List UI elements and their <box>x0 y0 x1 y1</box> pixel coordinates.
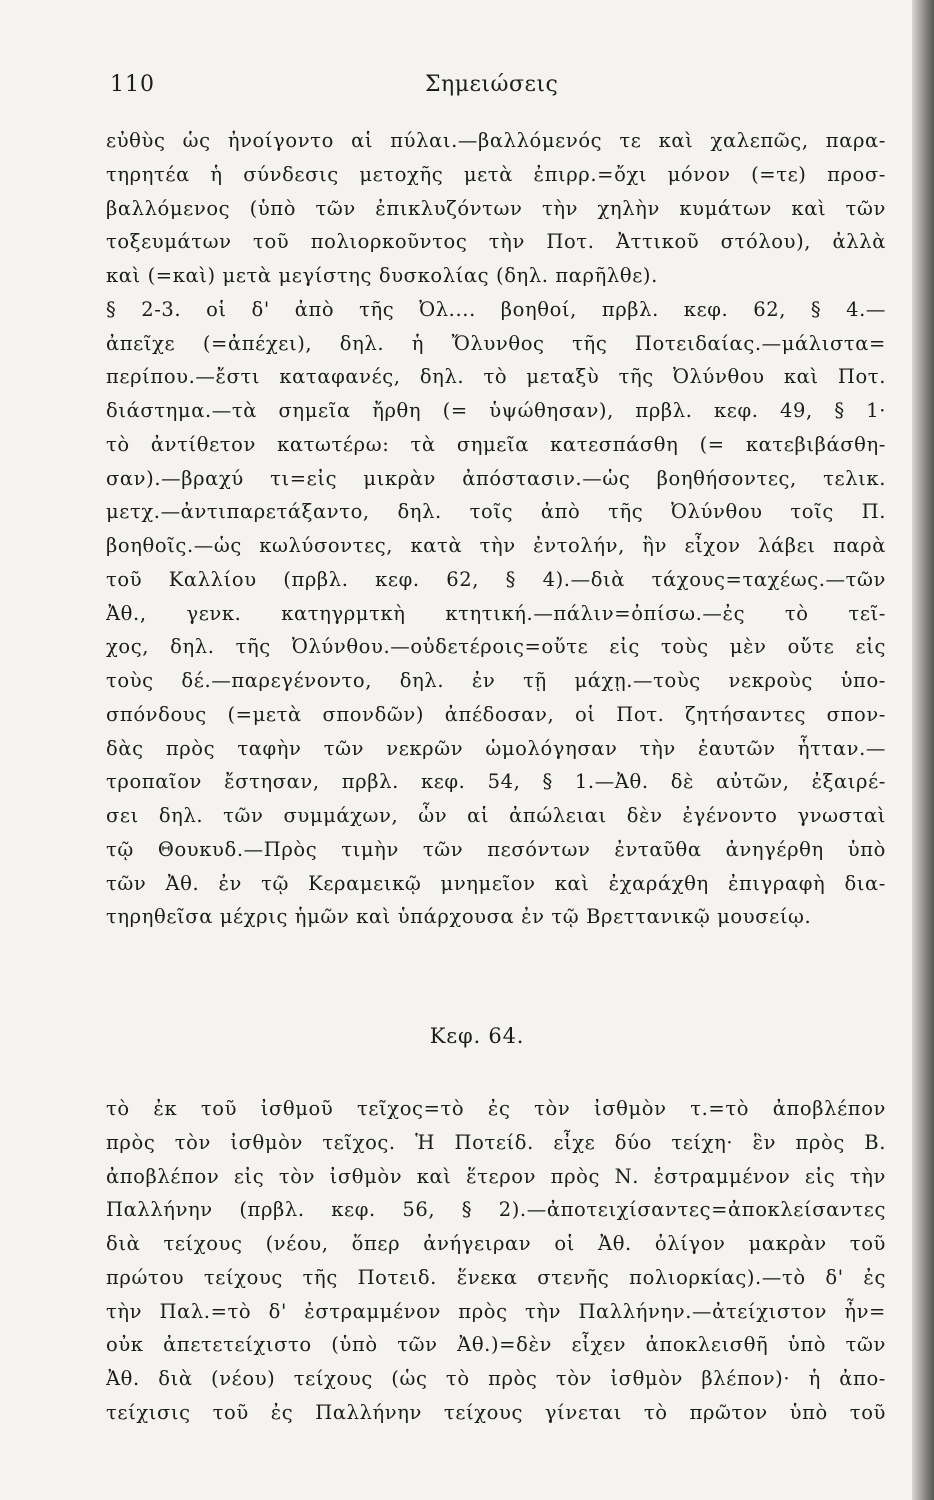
text-line: πρώτου τείχους τῆς Ποτειδ. ἕνεκα στενῆς πολιορκίας).—τὸ δ' ἐς <box>106 1265 886 1289</box>
text-line: πρὸς τὸν ἰσθμὸν τεῖχος. Ἡ Ποτείδ. εἶχε δύο τείχη· ἓν πρὸς Β. <box>106 1130 886 1154</box>
text-line: τοξευμάτων τοῦ πολιορκοῦντος τὴν Ποτ. Ἀττικοῦ στόλου), ἀλλὰ <box>106 230 886 254</box>
text-line: τὸ ἐκ τοῦ ἰσθμοῦ τεῖχος=τὸ ἐς τὸν ἰσθμὸν τ.=τὸ ἀποβλέπον <box>106 1097 886 1120</box>
text-line: Ἀθ. διὰ (νέου) τείχους (ὡς τὸ πρὸς τὸν ἰσθμὸν βλέπον)· ἡ ἀπο- <box>106 1367 886 1390</box>
page-number: 110 <box>110 72 155 97</box>
commentary-section-1 <box>106 124 886 934</box>
text-line: βοηθοῖς.—ὡς κωλύσοντες, κατὰ τὴν ἐντολήν, ἣν εἶχον λάβει παρὰ <box>106 534 886 557</box>
text-line: ἀποβλέπον εἰς τὸν ἰσθμὸν καὶ ἕτερον πρὸς Ν. ἐστραμμένον εἰς τὴν <box>106 1164 886 1188</box>
text-line: σαν).—βραχύ τι=εἰς μικρὰν ἀπόστασιν.—ὡς βοηθήσοντες, τελικ. <box>106 466 886 490</box>
text-line: τοῦ Καλλίου (πρβλ. κεφ. 62, § 4).—διὰ τάχους=ταχέως.—τῶν <box>106 567 886 591</box>
text-line: περίπου.—ἔστι καταφανές, δηλ. τὸ μεταξὺ τῆς Ὀλύνθου καὶ Ποτ. <box>106 365 886 389</box>
commentary-section-2 <box>106 1092 886 1430</box>
text-line: ἀπεῖχε (=ἀπέχει), δηλ. ἡ Ὄλυνθος τῆς Ποτειδαίας.—μάλιστα= <box>106 331 886 355</box>
text-line: τοὺς δέ.—παρεγένοντο, δηλ. ἐν τῇ μάχῃ.—τοὺς νεκροὺς ὑπο- <box>106 669 886 692</box>
text-line: καὶ (=καὶ) μετὰ μεγίστης δυσκολίας (δηλ. παρῆλθε). <box>106 264 658 287</box>
text-line: τὸ ἀντίθετον κατωτέρω: τὰ σημεῖα κατεσπάσθη (= κατεβιβάσθη- <box>106 432 886 456</box>
text-line: χος, δηλ. τῆς Ὀλύνθου.—οὐδετέροις=οὔτε εἰς τοὺς μὲν οὔτε εἰς <box>106 635 886 659</box>
text-line: οὐκ ἀπετετείχιστο (ὑπὸ τῶν Ἀθ.)=δὲν εἶχεν ἀποκλεισθῆ ὑπὸ τῶν <box>106 1333 886 1357</box>
text-line: διὰ τείχους (νέου, ὅπερ ἀνήγειραν οἱ Ἀθ. ὀλίγον μακρὰν τοῦ <box>106 1232 886 1255</box>
text-line: διάστημα.—τὰ σημεῖα ἤρθη (= ὑψώθησαν), πρβλ. κεφ. 49, § 1· <box>106 399 886 422</box>
running-head: Σημειώσεις <box>425 72 559 97</box>
text-line: Ἀθ., γενκ. κατηγρμτκὴ κτητική.—πάλιν=ὀπίσω.—ἐς τὸ τεῖ- <box>106 601 886 625</box>
text-line: εὐθὺς ὡς ἠνοίγοντο αἱ πύλαι.—βαλλόμενός τε καὶ χαλεπῶς, παρα- <box>106 129 886 152</box>
text-line: τὴν Παλ.=τὸ δ' ἐστραμμένον πρὸς τὴν Παλλήνην.—ἀτείχιστον ἦν= <box>106 1299 886 1323</box>
text-line: σπόνδους (=μετὰ σπονδῶν) ἀπέδοσαν, οἱ Ποτ. ζητήσαντες σπον- <box>106 702 886 726</box>
text-line: τῶν Ἀθ. ἐν τῷ Κεραμεικῷ μνημεῖον καὶ ἐχαράχθη ἐπιγραφὴ δια- <box>106 871 886 895</box>
text-line: τηρηθεῖσα μέχρις ἡμῶν καὶ ὑπάρχουσα ἐν τῷ Βρεττανικῷ μουσείῳ. <box>106 905 812 929</box>
text-line: § 2-3. οἱ δ' ἀπὸ τῆς Ὀλ.... βοηθοί, πρβλ. κεφ. 62, § 4.— <box>106 297 886 321</box>
page-edge-shadow <box>912 0 934 1500</box>
text-line: τροπαῖον ἔστησαν, πρβλ. κεφ. 54, § 1.—Ἀθ. δὲ αὐτῶν, ἐξαιρέ- <box>106 770 886 794</box>
text-line: σει δηλ. τῶν συμμάχων, ὧν αἱ ἀπώλειαι δὲν ἐγένοντο γνωσταὶ <box>106 804 886 827</box>
text-line: μετχ.—ἀντιπαρετάξαντο, δηλ. τοῖς ἀπὸ τῆς Ὀλύνθου τοῖς Π. <box>106 500 886 524</box>
text-line: Παλλήνην (πρβλ. κεφ. 56, § 2).—ἀποτειχίσαντες=ἀποκλείσαντες <box>106 1198 886 1222</box>
text-line: τῷ Θουκυδ.—Πρὸς τιμὴν τῶν πεσόντων ἐνταῦθα ἀνηγέρθη ὑπὸ <box>106 837 886 861</box>
text-line: δὰς πρὸς ταφὴν τῶν νεκρῶν ὡμολόγησαν τὴν ἑαυτῶν ἧτταν.— <box>106 736 886 760</box>
text-line: τείχισις τοῦ ἐς Παλλήνην τείχους γίνεται τὸ πρῶτον ὑπὸ τοῦ <box>106 1400 886 1424</box>
chapter-heading: Κεφ. 64. <box>429 1024 525 1048</box>
text-line: τηρητέα ἡ σύνδεσις μετοχῆς μετὰ ἐπιρρ.=ὄχι μόνον (=τε) προσ- <box>106 162 886 186</box>
text-line: βαλλόμενος (ὑπὸ τῶν ἐπικλυζόντων τὴν χηλὴν κυμάτων καὶ τῶν <box>106 196 886 220</box>
